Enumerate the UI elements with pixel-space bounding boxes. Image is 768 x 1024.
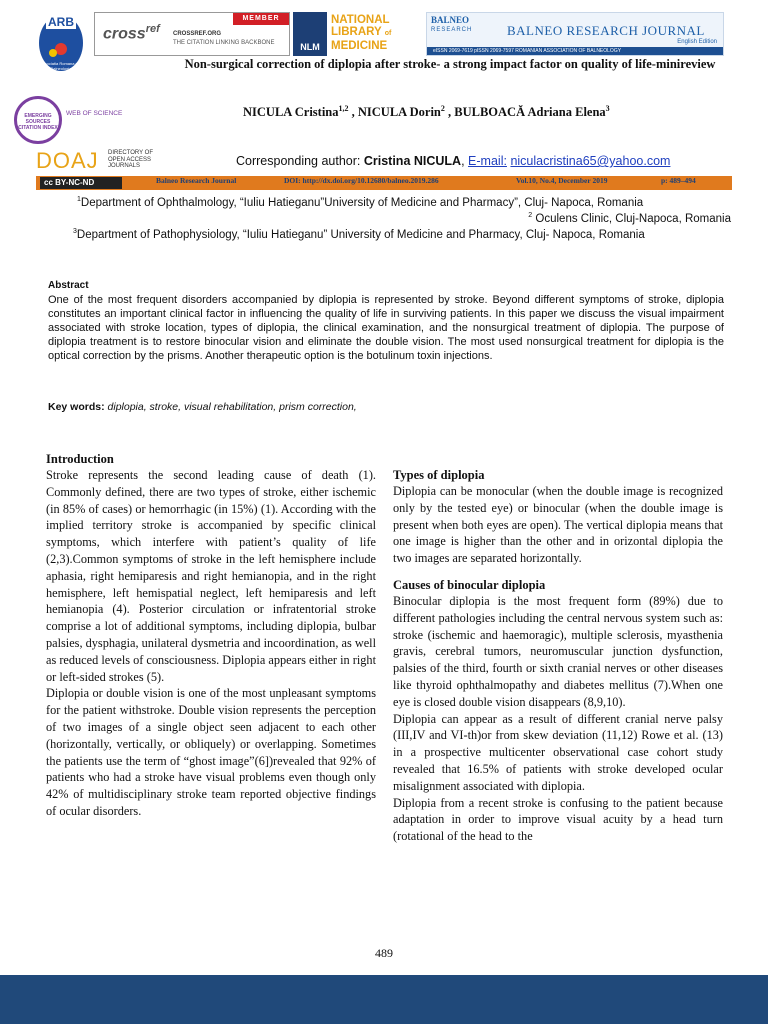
email-label-link[interactable]: E-mail:	[468, 154, 507, 168]
affiliation-2-text: Oculens Clinic, Cluj-Napoca, Romania	[535, 212, 731, 225]
crossref-tagline: THE CITATION LINKING BACKBONE	[173, 40, 275, 46]
balneo-title: BALNEO RESEARCH JOURNAL	[507, 23, 705, 38]
wos-text: WEB OF SCIENCE	[66, 110, 123, 117]
affiliation-1	[77, 196, 643, 209]
nlm-line1: NATIONAL	[331, 14, 390, 26]
crossref-word-suffix: ref	[145, 23, 160, 35]
affiliation-3-text: Department of Pathophysiology, “Iuliu Hatieganu” University of Medicine and Pharmacy, Cluj- Napoca, Romania	[76, 228, 645, 241]
email-link[interactable]: niculacristina65@yahoo.com	[510, 154, 671, 168]
corresponding-name: Cristina NICULA	[363, 154, 462, 168]
corresponding-label: Corresponding author:	[236, 154, 364, 168]
author-1-sup: 1,2	[338, 104, 349, 113]
crossref-word-main: cross	[103, 25, 146, 43]
nlm-logo	[293, 12, 413, 56]
crossref-logo	[94, 12, 290, 56]
author-2-sup: 2	[440, 104, 445, 113]
doaj-word: DOAJ	[36, 148, 99, 173]
wos-logo	[14, 96, 124, 144]
doaj-line1: DIRECTORY OF	[108, 150, 154, 156]
abstract-body: One of the most frequent disorders accompanied by diplopia is represented by stroke. Beyond different symptoms of stroke, diplopia constitutes an important clinical factor in influencing the quality of life in surviving patients. In this paper we discuss the visual impairment associated with stroke location, types of diplopia, the clinical examination, and the nonsurgical treatment of diplopia. The purpose of diplopia treatment is to restore binocular vision and eliminate the double vision. The most used nonsurgical treatment for diplopia is the optical correction by the prisms. Another therapeutic option is the botulinum toxin injections.	[48, 294, 724, 362]
author-3-sup: 3	[605, 104, 610, 113]
nlm-box: NLM	[293, 12, 327, 56]
authors	[243, 104, 610, 120]
affiliation-2	[528, 212, 731, 225]
arb-caption: Asociatia Romana de Balneologie	[41, 61, 81, 71]
crossref-url: CROSSREF.ORG	[173, 31, 222, 37]
author-1: NICULA Cristina	[243, 105, 339, 120]
doaj-line2: OPEN ACCESS	[108, 156, 152, 163]
introduction-paragraph-2: Diplopia or double vision is one of the most unpleasant symptoms for the patient withstroke. Double vision represents the perception of two images of a single object seen adjacent to each other (horizontally, vertically, or obliquely) or overlapping. Sometimes the patients use the term of “ghost image”(6])revealed that 92% of patients who had a stroke have visual problems even though only 42% of multidisciplinary stroke team reported objective findings of ocular disorders.	[46, 686, 376, 818]
affiliation-3	[73, 228, 645, 241]
author-2: , NICULA Dorin	[348, 105, 441, 120]
doaj-logo	[36, 148, 156, 172]
introduction-heading: Introduction	[46, 452, 114, 466]
balneo-strip: eISSN 2069-7619 pISSN 2069-7597 ROMANIAN ASSOCIATION OF BALNEOLOGY	[427, 47, 723, 55]
esci-seal: EMERGING SOURCES CITATION INDEX	[14, 96, 62, 144]
affiliation-1-sup: 1	[77, 196, 81, 203]
band-pages: p: 489–494	[661, 176, 696, 185]
nlm-line2-row	[331, 26, 391, 40]
balneo-research: RESEARCH	[431, 27, 473, 33]
abstract-heading: Abstract	[48, 280, 89, 291]
causes-paragraph-3: Diplopia from a recent stroke is confusing to the patient because adaptation in order to improve visual acuity by a head turn (rotational of the head to the	[393, 795, 723, 844]
keywords-list: diplopia, stroke, visual rehabilitation, prism correction,	[107, 401, 357, 413]
crossref-word	[103, 23, 160, 43]
doaj-line3: JOURNALS	[108, 163, 141, 169]
causes-heading: Causes of binocular diplopia	[393, 577, 546, 592]
band-doi[interactable]: DOI: http://dx.doi.org/10.12680/balneo.2019.286	[284, 176, 439, 185]
nlm-line3: MEDICINE	[331, 40, 388, 52]
page-number: 489	[375, 946, 393, 960]
footer-bar	[0, 975, 768, 1024]
article-title: Non-surgical correction of diplopia after stroke- a strong impact factor on quality of life-minireview	[184, 57, 716, 71]
doaj-sub	[108, 150, 153, 170]
right-column	[393, 467, 723, 845]
nlm-text	[331, 14, 391, 52]
corresponding-sep: ,	[461, 154, 469, 168]
corresponding-author	[236, 154, 670, 168]
types-paragraph: Diplopia can be monocular (when the double image is recognized only by the tested eye) or binocular (when the double image is present when both eyes are open). The vertical diplopia means that one image is higher than the other and in orizontal diplopia the two images are separated horizontally.	[393, 484, 723, 566]
types-heading: Types of diplopia	[393, 468, 485, 482]
affiliation-2-sup: 2	[528, 212, 533, 219]
causes-paragraph-2: Diplopia can appear as a result of different cranial nerve palsy (III,IV and VI-th)or from skew deviation (11,12) Rowe et al. (13) in a prospective multicenter observational case cohort study revealed that 16.5% of patients with stroke developed ocular misalignment associated with diplopia.	[393, 711, 723, 793]
balneo-logo	[426, 12, 724, 56]
journal-band	[36, 176, 732, 190]
causes-paragraph-1: Binocular diplopia is the most frequent form (89%) due to different pathologies including the central nervous system such as: stroke (ischemic and haemoragic), multiple sclerosis, myasthenia gravis, cerebral tumors, neuromuscular junction dysfunction, palsies of the third, fourth or sixth cranial nerves or other diseases like thyroid ophthalmopathy and diabetes mellitus (7).When one eye is closed double vision disappears (8,9,10).	[393, 593, 723, 709]
author-3: , BULBOACĂ Adriana Elena	[444, 105, 606, 120]
introduction-paragraph-1: Stroke represents the second leading cause of death (1). Commonly defined, there are two types of stroke, either ischemic (in 85% of cases) or hemorrhagic (in 15%) (1). According with the implied territory stroke is accompanied by specific clinical symptoms, which interfere with patient’s quality of life (2,3).Common symptoms of stroke in the left hemisphere include aphasia, right hemiparesis and right hemianopia, and in the right hemisphere, left hemispatial neglect, left hemiparesis and left hemianopia (4). Posterior circulation or infratentorial stroke comprise a lot of additional symptoms, including diplopia, bulbar palsies, dysphagia, unilateral dysmetria and incoordination, as well as reduced levels of consciousness. Diplopia appears either in right or left-sided strokes (5).	[46, 468, 376, 684]
affiliation-1-text: Department of Ophthalmology, “Iuliu Hatieganu”University of Medicine and Pharmacy”, Cluj- Napoca, Romania	[80, 196, 644, 209]
balneo-small: BALNEO	[431, 15, 470, 25]
balneo-edition: English Edition	[677, 39, 717, 45]
license-badge[interactable]: cc BY-NC-ND	[40, 177, 122, 189]
arb-logo	[36, 13, 86, 73]
keywords	[48, 401, 357, 413]
left-column	[46, 451, 376, 820]
crossref-member-label: MEMBER	[233, 13, 289, 25]
band-journal: Balneo Research Journal	[156, 176, 237, 185]
band-volume: Vol.10, No.4, December 2019	[516, 176, 608, 185]
arb-initials: ARB	[48, 15, 74, 29]
keywords-label: Key words:	[48, 401, 108, 413]
nlm-line2: LIBRARY	[331, 26, 382, 38]
affiliation-3-sup: 3	[73, 228, 77, 235]
nlm-of: of	[384, 30, 392, 37]
